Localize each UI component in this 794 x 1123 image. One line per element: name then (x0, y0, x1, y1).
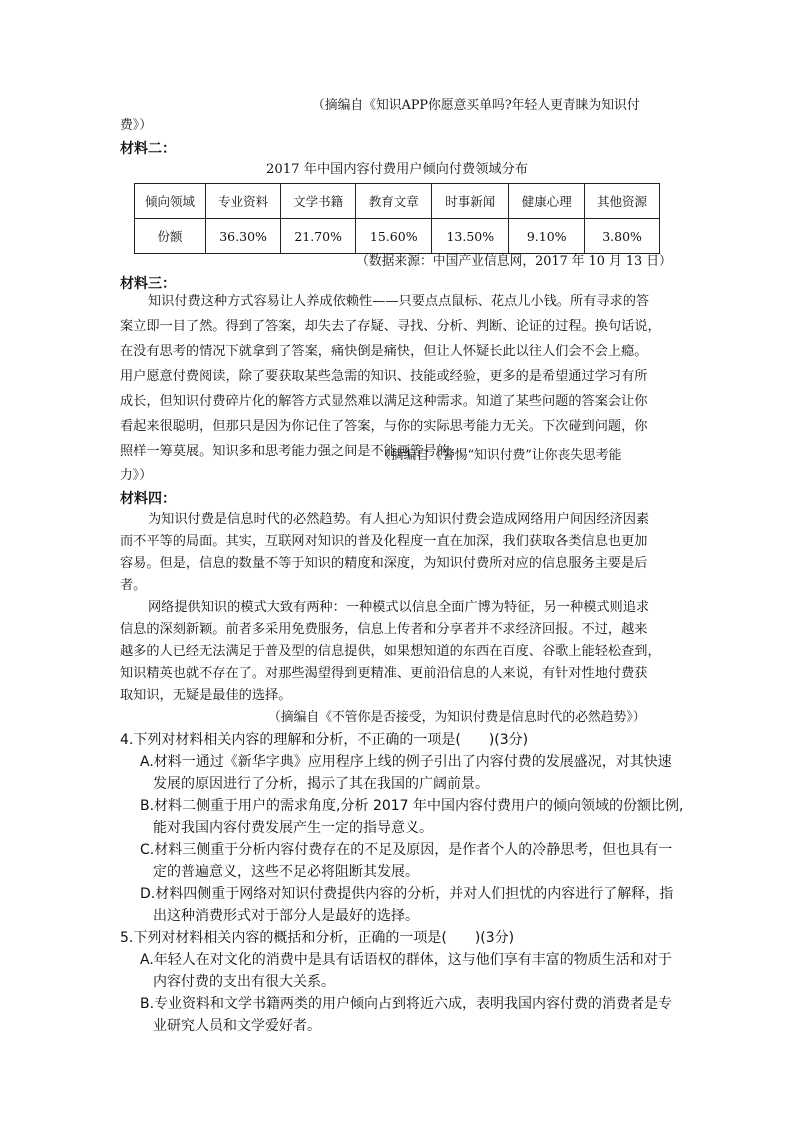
table-header-cell: 时事新闻 (432, 184, 509, 219)
table-cell: 15.60% (356, 219, 432, 254)
table-header-cell: 专业资料 (206, 184, 281, 219)
material4-line: 网络提供知识的模式大致有两种：一种模式以信息全面广博为特征，另一种模式则追求 (148, 600, 650, 615)
material4-line: 而不平等的局面。其实，互联网对知识的普及化程度一直在加深，我们获取各类信息也更加 (120, 534, 648, 549)
question4-stem: 4.下列对材料相关内容的理解和分析，不正确的一项是( )(3分) (120, 732, 529, 748)
question4-option-b: B.材料二侧重于用户的需求角度,分析 2017 年中国内容付费用户的倾向领域的份额比例, (140, 798, 684, 814)
material3-line: 看起来很聪明，但那只是因为你记住了答案，与你的实际思考能力无关。下次碰到问题，你 (120, 419, 648, 434)
table-header-row (135, 184, 660, 219)
question4-option-c-cont: 定的普遍意义，这些不足必将阻断其发展。 (153, 864, 419, 880)
material3-line: 用户愿意付费阅读，除了要获取某些急需的知识、技能或经验，更多的是希望通过学习有所 (120, 369, 648, 384)
question5-option-a-cont: 内容付费的支出有很大关系。 (153, 974, 335, 990)
question5-option-a: A.年轻人在对文化的消费中是具有话语权的群体，这与他们享有丰富的物质生活和对于 (140, 952, 672, 968)
material1-source-line1: （摘编自《知识APP你愿意买单吗?年轻人更青睐为知识付 (312, 98, 640, 113)
table-row (135, 219, 660, 254)
table-header-cell: 文学书籍 (281, 184, 356, 219)
table-header-cell: 倾向领域 (135, 184, 206, 219)
table-cell: 36.30% (206, 219, 281, 254)
material4-heading: 材料四： (120, 491, 176, 507)
question5-stem: 5.下列对材料相关内容的概括和分析，正确的一项是( )(3分) (120, 930, 515, 946)
question4-option-d-cont: 出这种消费形式对于部分人是最好的选择。 (153, 908, 419, 924)
table-cell: 3.80% (585, 219, 660, 254)
material4-source: （摘编自《不管你是否接受，为知识付费是信息时代的必然趋势》） (268, 710, 646, 725)
table-header-cell: 健康心理 (509, 184, 585, 219)
material4-line: 容易。但是，信息的数量不等于知识的精度和深度，为知识付费所对应的信息服务主要是后 (120, 556, 648, 571)
table-header-cell: 教育文章 (356, 184, 432, 219)
table-data-source: （数据来源：中国产业信息网，2017 年 10 月 13 日） (356, 254, 672, 269)
material4-line: 者。 (120, 578, 147, 593)
material3-line: 在没有思考的情况下就拿到了答案，痛快倒是痛快，但让人怀疑长此以往人们会不会上瘾。 (120, 344, 648, 359)
material3-source-line1: （摘编自《警惕“知识付费”让你丧失思考能 (378, 448, 622, 463)
material2-heading: 材料二： (120, 141, 176, 157)
table-caption: 2017 年中国内容付费用户倾向付费领域分布 (266, 162, 528, 177)
question5-option-b-cont: 业研究人员和文学爱好者。 (153, 1018, 321, 1034)
table-cell: 9.10% (509, 219, 585, 254)
table-cell: 13.50% (432, 219, 509, 254)
material4-line: 越多的人已经无法满足于普及型的信息提供，如果想知道的东西在百度、谷歌上能轻松查到， (120, 644, 661, 659)
question4-option-c: C.材料三侧重于分析内容付费存在的不足及原因，是作者个人的冷静思考，但也具有一 (140, 842, 673, 858)
material3-line: 成长，但知识付费碎片化的解答方式显然难以满足这种需求。知道了某些问题的答案会让你 (120, 394, 648, 409)
material4-line: 信息的深刻新颖。前者多采用免费服务，信息上传者和分享者并不求经济回报。不过，越来 (120, 622, 648, 637)
material4-line: 取知识，无疑是最佳的选择。 (120, 688, 292, 703)
material4-line: 知识精英也就不存在了。对那些渴望得到更精准、更前沿信息的人来说，有针对性地付费获 (120, 666, 648, 681)
table-cell: 21.70% (281, 219, 356, 254)
material3-heading: 材料三： (120, 276, 176, 292)
material3-line: 知识付费这种方式容易让人养成依赖性——只要点点鼠标、花点儿小钱。所有寻求的答 (148, 294, 650, 309)
question4-option-b-cont: 能对我国内容付费发展产生一定的指导意义。 (153, 820, 433, 836)
question5-option-b: B.专业资料和文学书籍两类的用户倾向占到将近六成，表明我国内容付费的消费者是专 (140, 996, 673, 1012)
material4-line: 为知识付费是信息时代的必然趋势。有人担心为知识付费会造成网络用户间因经济因素 (148, 512, 650, 527)
question4-option-a: A.材料一通过《新华字典》应用程序上线的例子引出了内容付费的发展盛况，对其快速 (140, 754, 672, 770)
table-cell: 份额 (135, 219, 206, 254)
material3-source-line2: 力》） (120, 468, 152, 483)
table-header-cell: 其他资源 (585, 184, 660, 219)
material3-line: 照样一筹莫展。知识多和思考能力强之间是不能画等号的。 (120, 444, 463, 459)
payment-distribution-table (134, 183, 660, 254)
material1-source-line2: 费》） (120, 118, 152, 133)
question4-option-a-cont: 发展的原因进行了分析，揭示了其在我国的广阔前景。 (153, 776, 489, 792)
question4-option-d: D.材料四侧重于网络对知识付费提供内容的分析，并对人们担忧的内容进行了解释，指 (140, 886, 674, 902)
material3-line: 案立即一目了然。得到了答案，却失去了存疑、寻找、分析、判断、论证的过程。换句话说， (120, 319, 661, 334)
